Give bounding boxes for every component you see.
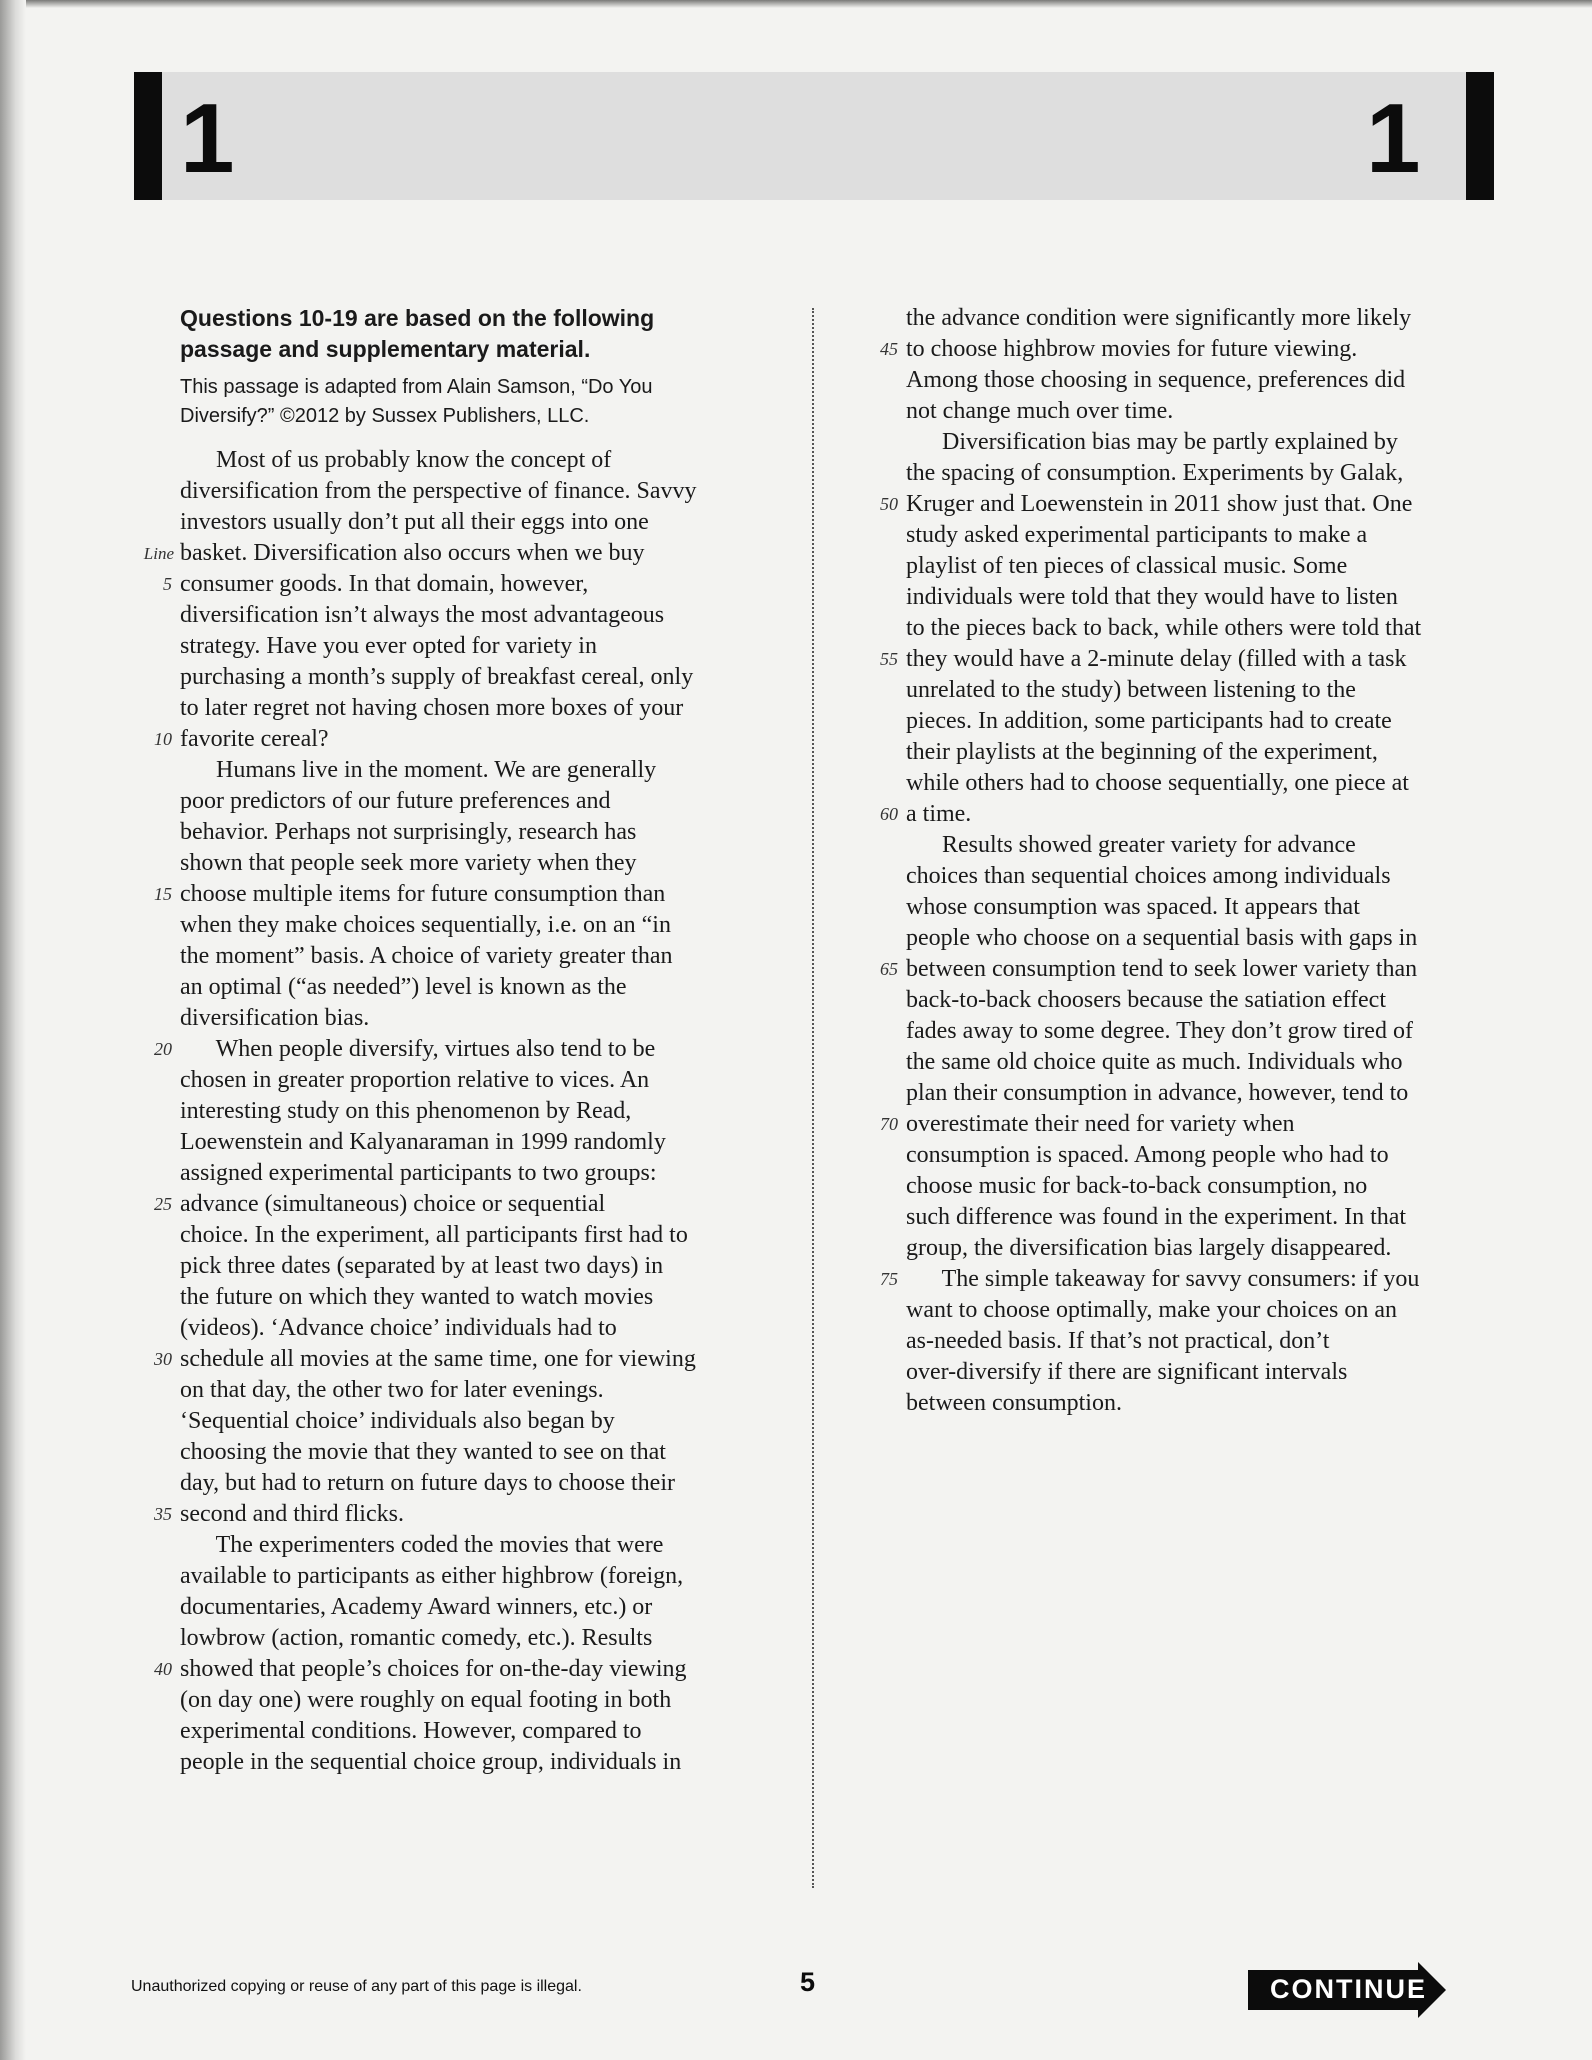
passage-line xyxy=(154,1654,780,1685)
passage-line xyxy=(180,1747,780,1778)
passage-line xyxy=(906,1295,1506,1326)
line-text: investors usually don’t put all their eggs into one xyxy=(180,509,649,535)
line-number: 10 xyxy=(154,729,172,749)
line-text: people who choose on a sequential basis with gaps in xyxy=(906,925,1418,951)
section-bar-right xyxy=(1466,72,1494,200)
section-bar-left xyxy=(134,72,162,200)
line-text: not change much over time. xyxy=(906,398,1174,424)
copyright-notice: Unauthorized copying or reuse of any part of this page is illegal. xyxy=(131,1978,582,1995)
section-number-right: 1 xyxy=(1366,83,1421,193)
continue-button[interactable] xyxy=(1248,1962,1448,2018)
line-number: 50 xyxy=(880,494,898,514)
line-number: 60 xyxy=(880,804,898,824)
passage-line xyxy=(180,693,780,724)
passage-line xyxy=(180,1127,780,1158)
passage-line xyxy=(180,1313,780,1344)
line-text: chosen in greater proportion relative to vices. An xyxy=(180,1067,650,1093)
passage-line xyxy=(180,445,780,476)
passage-line xyxy=(180,1592,780,1623)
passage-line xyxy=(880,489,1506,520)
line-text: Among those choosing in sequence, preferences did xyxy=(906,367,1406,393)
passage-line xyxy=(906,830,1506,861)
line-text: playlist of ten pieces of classical music. Some xyxy=(906,553,1348,579)
passage-left-lines xyxy=(143,445,780,1778)
section-number-left: 1 xyxy=(180,83,235,193)
line-text: Diversification bias may be partly explained by xyxy=(906,429,1398,455)
passage-line xyxy=(906,923,1506,954)
line-text: their playlists at the beginning of the experiment, xyxy=(906,739,1378,765)
line-text: they would have a 2-minute delay (filled with a task xyxy=(906,646,1407,672)
passage-right-column xyxy=(880,303,1506,1419)
passage-line xyxy=(180,600,780,631)
scan-edge-left xyxy=(0,0,26,2060)
line-number: 25 xyxy=(154,1194,172,1214)
passage-line xyxy=(906,551,1506,582)
passage-line xyxy=(180,1158,780,1189)
line-text: Humans live in the moment. We are generally xyxy=(180,757,657,783)
passage-line xyxy=(180,1282,780,1313)
passage-line xyxy=(906,520,1506,551)
passage-line xyxy=(906,1016,1506,1047)
line-number: 75 xyxy=(880,1269,898,1289)
line-text: overestimate their need for variety when xyxy=(906,1111,1295,1137)
line-text: second and third flicks. xyxy=(180,1501,404,1527)
passage-line xyxy=(906,861,1506,892)
line-number: 30 xyxy=(154,1349,172,1369)
column-divider xyxy=(812,308,814,1888)
line-text: ‘Sequential choice’ individuals also began by xyxy=(180,1408,615,1434)
passage-line xyxy=(906,737,1506,768)
passage-line xyxy=(906,613,1506,644)
passage-line xyxy=(180,1561,780,1592)
passage-right-lines xyxy=(880,303,1506,1419)
line-text: the advance condition were significantly more likely xyxy=(906,305,1412,331)
passage-line xyxy=(906,1171,1506,1202)
passage-line xyxy=(906,458,1506,489)
passage-line xyxy=(906,706,1506,737)
line-text: behavior. Perhaps not surprisingly, research has xyxy=(180,819,637,845)
passage-line xyxy=(180,1251,780,1282)
passage-line xyxy=(180,941,780,972)
passage-line xyxy=(154,879,780,910)
passage-line xyxy=(906,1233,1506,1264)
line-text: diversification bias. xyxy=(180,1005,370,1031)
passage-line xyxy=(180,1685,780,1716)
passage-line xyxy=(880,644,1506,675)
passage-line xyxy=(906,427,1506,458)
passage-line xyxy=(180,507,780,538)
line-text: pieces. In addition, some participants had to create xyxy=(906,708,1392,734)
section-header-band xyxy=(134,72,1494,200)
line-number: 20 xyxy=(154,1039,172,1059)
line-text: unrelated to the study) between listening to the xyxy=(906,677,1356,703)
passage-line xyxy=(180,631,780,662)
passage-line xyxy=(154,1189,780,1220)
line-text: day, but had to return on future days to choose their xyxy=(180,1470,675,1496)
line-text: while others had to choose sequentially, one piece at xyxy=(906,770,1409,796)
line-number: 5 xyxy=(163,574,172,594)
line-text: study asked experimental participants to make a xyxy=(906,522,1368,548)
line-text: people in the sequential choice group, individuals in xyxy=(180,1749,682,1775)
passage-line xyxy=(906,396,1506,427)
line-text: choices than sequential choices among individuals xyxy=(906,863,1391,889)
passage-source-citation: This passage is adapted from Alain Samson, “Do You Diversify?” ©2012 by Sussex Publishers, LLC. xyxy=(180,376,653,427)
passage-line xyxy=(906,675,1506,706)
passage-line xyxy=(180,786,780,817)
line-text: between consumption. xyxy=(906,1390,1122,1416)
line-text: between consumption tend to seek lower variety than xyxy=(906,956,1418,982)
line-text: favorite cereal? xyxy=(180,726,329,752)
line-text: choice. In the experiment, all participants first had to xyxy=(180,1222,688,1248)
continue-label: CONTINUE xyxy=(1270,1974,1427,2004)
line-text: consumption is spaced. Among people who had to xyxy=(906,1142,1389,1168)
passage-line xyxy=(906,1140,1506,1171)
passage-line xyxy=(880,1109,1506,1140)
line-text: want to choose optimally, make your choices on an xyxy=(906,1297,1397,1323)
line-text: on that day, the other two for later evenings. xyxy=(180,1377,604,1403)
passage-line xyxy=(143,538,780,569)
line-text: (on day one) were roughly on equal footing in both xyxy=(180,1687,672,1713)
line-text: a time. xyxy=(906,801,972,827)
passage-line xyxy=(880,954,1506,985)
passage-line xyxy=(906,892,1506,923)
passage-line xyxy=(906,1078,1506,1109)
line-text: to choose highbrow movies for future viewing. xyxy=(906,336,1358,362)
line-text: (videos). ‘Advance choice’ individuals had to xyxy=(180,1315,617,1341)
line-text: individuals were told that they would have to listen xyxy=(906,584,1398,610)
line-text: an optimal (“as needed”) level is known as the xyxy=(180,974,627,1000)
line-text: The experimenters coded the movies that were xyxy=(180,1532,664,1558)
line-text: When people diversify, virtues also tend to be xyxy=(180,1036,656,1062)
passage-line xyxy=(906,1388,1506,1419)
line-text: lowbrow (action, romantic comedy, etc.). Results xyxy=(180,1625,653,1651)
passage-line xyxy=(180,1096,780,1127)
line-text: Most of us probably know the concept of xyxy=(180,447,612,473)
line-text: the spacing of consumption. Experiments by Galak, xyxy=(906,460,1404,486)
passage-line xyxy=(154,1034,780,1065)
line-text: available to participants as either highbrow (foreign, xyxy=(180,1563,684,1589)
line-text: documentaries, Academy Award winners, etc.) or xyxy=(180,1594,653,1620)
questions-intro-heading: Questions 10-19 are based on the following passage and supplementary material. xyxy=(180,305,655,362)
line-number: 65 xyxy=(880,959,898,979)
line-text: choose multiple items for future consumption than xyxy=(180,881,666,907)
passage-line xyxy=(906,768,1506,799)
line-number: 35 xyxy=(154,1504,172,1524)
passage-line xyxy=(163,569,780,600)
line-text: Kruger and Loewenstein in 2011 show just that. One xyxy=(906,491,1413,517)
line-text: consumer goods. In that domain, however, xyxy=(180,571,589,597)
passage-line xyxy=(906,985,1506,1016)
line-number: 15 xyxy=(154,884,172,904)
line-text: whose consumption was spaced. It appears that xyxy=(906,894,1360,920)
line-text: strategy. Have you ever opted for variety in xyxy=(180,633,597,659)
line-text: plan their consumption in advance, however, tend to xyxy=(906,1080,1409,1106)
line-text: fades away to some degree. They don’t grow tired of xyxy=(906,1018,1413,1044)
passage-line xyxy=(180,848,780,879)
line-text: group, the diversification bias largely disappeared. xyxy=(906,1235,1392,1261)
line-number: 40 xyxy=(154,1659,172,1679)
line-text: Results showed greater variety for advance xyxy=(906,832,1356,858)
passage-line xyxy=(180,1375,780,1406)
line-text: choose music for back-to-back consumption, no xyxy=(906,1173,1368,1199)
line-text: as-needed basis. If that’s not practical, don’t xyxy=(906,1328,1330,1354)
line-number: 45 xyxy=(880,339,898,359)
line-text: over-diversify if there are significant intervals xyxy=(906,1359,1348,1385)
passage-line xyxy=(180,1065,780,1096)
passage-line xyxy=(154,1344,780,1375)
passage-line xyxy=(180,1406,780,1437)
passage-line xyxy=(906,1357,1506,1388)
line-text: to later regret not having chosen more boxes of your xyxy=(180,695,684,721)
line-text: poor predictors of our future preferences and xyxy=(180,788,611,814)
line-number: 55 xyxy=(880,649,898,669)
passage-line xyxy=(906,582,1506,613)
line-number: 70 xyxy=(880,1114,898,1134)
passage-line xyxy=(906,365,1506,396)
passage-line xyxy=(180,1003,780,1034)
passage-line xyxy=(180,755,780,786)
passage-line xyxy=(180,1623,780,1654)
passage-line xyxy=(180,1220,780,1251)
line-text: The simple takeaway for savvy consumers: if you xyxy=(906,1266,1420,1292)
line-text: showed that people’s choices for on-the-day viewing xyxy=(180,1656,687,1682)
passage-line xyxy=(906,1047,1506,1078)
passage-line xyxy=(180,1716,780,1747)
line-text: Loewenstein and Kalyanaraman in 1999 randomly xyxy=(180,1129,666,1155)
line-text: assigned experimental participants to two groups: xyxy=(180,1160,657,1186)
passage-line xyxy=(906,1202,1506,1233)
passage-line xyxy=(180,1530,780,1561)
line-text: choosing the movie that they wanted to see on that xyxy=(180,1439,666,1465)
scan-edge-top xyxy=(0,0,1592,8)
passage-line xyxy=(154,1499,780,1530)
line-text: diversification isn’t always the most advantageous xyxy=(180,602,665,628)
line-text: back-to-back choosers because the satiation effect xyxy=(906,987,1386,1013)
line-number: Line xyxy=(143,544,174,563)
line-text: when they make choices sequentially, i.e. on an “in xyxy=(180,912,671,938)
line-text: such difference was found in the experiment. In that xyxy=(906,1204,1407,1230)
line-text: pick three dates (separated by at least two days) in xyxy=(180,1253,664,1279)
line-text: advance (simultaneous) choice or sequential xyxy=(180,1191,606,1217)
passage-line xyxy=(906,1326,1506,1357)
line-text: interesting study on this phenomenon by Read, xyxy=(180,1098,632,1124)
passage-line xyxy=(180,910,780,941)
passage-line xyxy=(906,303,1506,334)
line-text: basket. Diversification also occurs when we buy xyxy=(180,540,645,566)
passage-line xyxy=(180,476,780,507)
line-text: diversification from the perspective of finance. Savvy xyxy=(180,478,697,504)
passage-line xyxy=(180,817,780,848)
line-text: the same old choice quite as much. Individuals who xyxy=(906,1049,1403,1075)
passage-line xyxy=(180,1468,780,1499)
passage-line xyxy=(880,334,1506,365)
line-text: purchasing a month’s supply of breakfast cereal, only xyxy=(180,664,694,690)
line-text: to the pieces back to back, while others were told that xyxy=(906,615,1422,641)
passage-line xyxy=(180,1437,780,1468)
passage-line xyxy=(880,1264,1506,1295)
line-text: experimental conditions. However, compared to xyxy=(180,1718,642,1744)
line-text: schedule all movies at the same time, one for viewing xyxy=(180,1346,696,1372)
passage-line xyxy=(880,799,1506,830)
line-text: the moment” basis. A choice of variety greater than xyxy=(180,943,673,969)
passage-left-column xyxy=(143,303,780,1778)
passage-line xyxy=(154,724,780,755)
passage-line xyxy=(180,972,780,1003)
line-text: the future on which they wanted to watch movies xyxy=(180,1284,654,1310)
passage-line xyxy=(180,662,780,693)
page-number: 5 xyxy=(800,1967,816,1997)
line-text: shown that people seek more variety when they xyxy=(180,850,637,876)
